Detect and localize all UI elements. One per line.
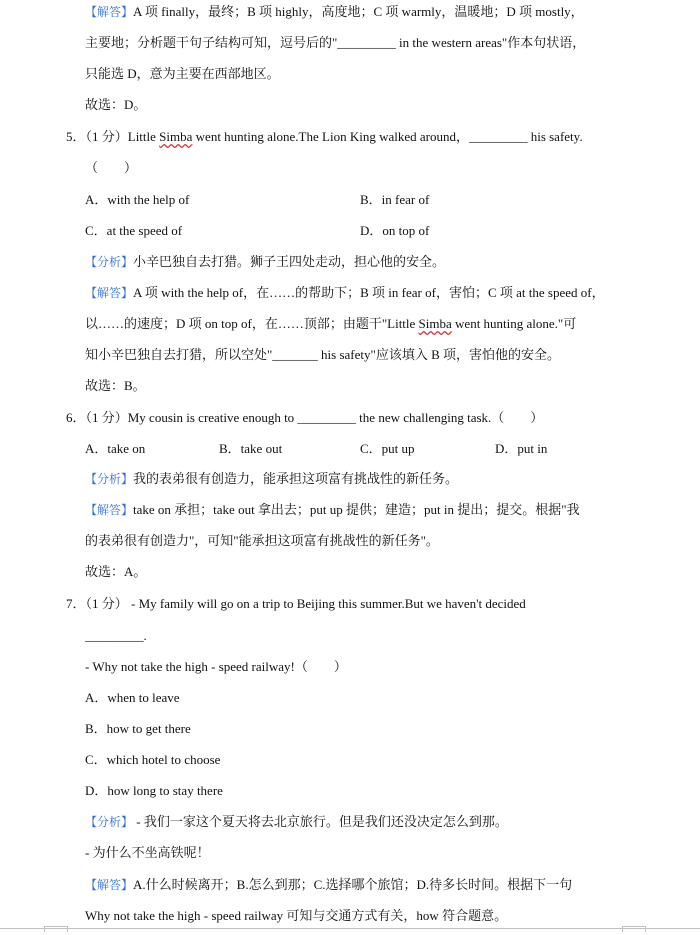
result-line: 故选：D。 [85, 97, 147, 112]
result-line: 故选：B。 [85, 378, 146, 393]
stem-wavy-word: Simba [159, 129, 193, 144]
option-a: A．take on [85, 441, 146, 456]
option-a: A．when to leave [85, 690, 180, 705]
answer-line [85, 875, 630, 895]
answer-text: A 项 finally，最终；B 项 highly，高度地；C 项 warmly，温暖地；D 项 mostly， [133, 4, 584, 19]
answer-text: went hunting alone."可 [451, 316, 577, 331]
analysis-tag: 【分析】 [85, 815, 134, 829]
answer-line [85, 314, 630, 334]
corner-mark [44, 926, 68, 932]
question-6-stem: 6．（1 分）My cousin is creative enough to _________ the new challenging task.（ ） [66, 410, 544, 425]
analysis-line [85, 252, 630, 272]
answer-line: 只能选 D，意为主要在西部地区。 [85, 66, 280, 81]
answer-wavy-word: Simba [418, 316, 452, 331]
answer-text: take on 承担；take out 拿出去；put up 提供；建造；put in 提出；提交。根据"我 [133, 502, 580, 517]
option-b: B．take out [219, 441, 283, 456]
option-d: D．how long to stay there [85, 783, 223, 798]
answer-tag: 【解答】 [85, 503, 134, 517]
page-bottom-rule [0, 928, 700, 929]
answer-tag: 【解答】 [85, 878, 134, 892]
analysis-tag: 【分析】 [85, 255, 134, 269]
answer-line: Why not take the high - speed railway 可知与交通方式有关，how 符合题意。 [85, 908, 508, 923]
answer-line: 主要地；分析题干句子结构可知，逗号后的"_________ in the western areas"作本句状语， [85, 35, 586, 50]
question-5-paren: （ ） [85, 160, 138, 175]
option-c: C．which hotel to choose [85, 752, 221, 767]
option-b: B．in fear of [360, 192, 430, 207]
corner-mark [622, 926, 646, 932]
answer-line [85, 500, 630, 520]
question-7-reply: - Why not take the high - speed railway!（ ） [85, 659, 347, 674]
answer-line: 知小辛巴独自去打猎，所以空处"_______ his safety"应该填入 B 项，害怕他的安全。 [85, 347, 560, 362]
option-d: D．put in [495, 441, 548, 456]
analysis-tag: 【分析】 [85, 472, 134, 486]
answer-tag: 【解答】 [85, 286, 134, 300]
analysis-text: 小辛巴独自去打猎。狮子王四处走动，担心他的安全。 [133, 254, 446, 269]
analysis-text: - 我们一家这个夏天将去北京旅行。但是我们还没决定怎么到那。 [133, 814, 508, 829]
question-7-stem: 7．（1 分） - My family will go on a trip to Beijing this summer.But we haven't decided [66, 596, 526, 611]
option-b: B．how to get there [85, 721, 191, 736]
stem-text: 5．（1 分）Little [66, 129, 160, 144]
option-a: A．with the help of [85, 192, 190, 207]
result-line: 故选：A。 [85, 564, 147, 579]
analysis-text: 我的表弟很有创造力，能承担这项富有挑战性的新任务。 [133, 471, 459, 486]
answer-text: A 项 with the help of，在……的帮助下；B 项 in fear of，害怕；C 项 at the speed of， [133, 285, 605, 300]
stem-text: went hunting alone.The Lion King walked around，_________ his safety. [192, 129, 583, 144]
analysis-line: - 为什么不坐高铁呢！ [85, 845, 210, 860]
answer-line: 的表弟很有创造力"，可知"能承担这项富有挑战性的新任务"。 [85, 533, 439, 548]
answer-line [85, 2, 630, 22]
option-c: C．put up [360, 441, 415, 456]
analysis-line [85, 812, 630, 832]
answer-text: 以……的速度；D 项 on top of，在……顶部；由题干"Little [85, 316, 419, 331]
option-d: D．on top of [360, 223, 430, 238]
answer-line [85, 283, 630, 303]
option-c: C．at the speed of [85, 223, 183, 238]
question-7-blank: _________. [85, 628, 147, 643]
analysis-line [85, 469, 630, 489]
answer-text: A.什么时候离开；B.怎么到那；C.选择哪个旅馆；D.待多长时间。根据下一句 [133, 877, 573, 892]
answer-tag: 【解答】 [85, 5, 134, 19]
question-5-stem [66, 127, 630, 147]
